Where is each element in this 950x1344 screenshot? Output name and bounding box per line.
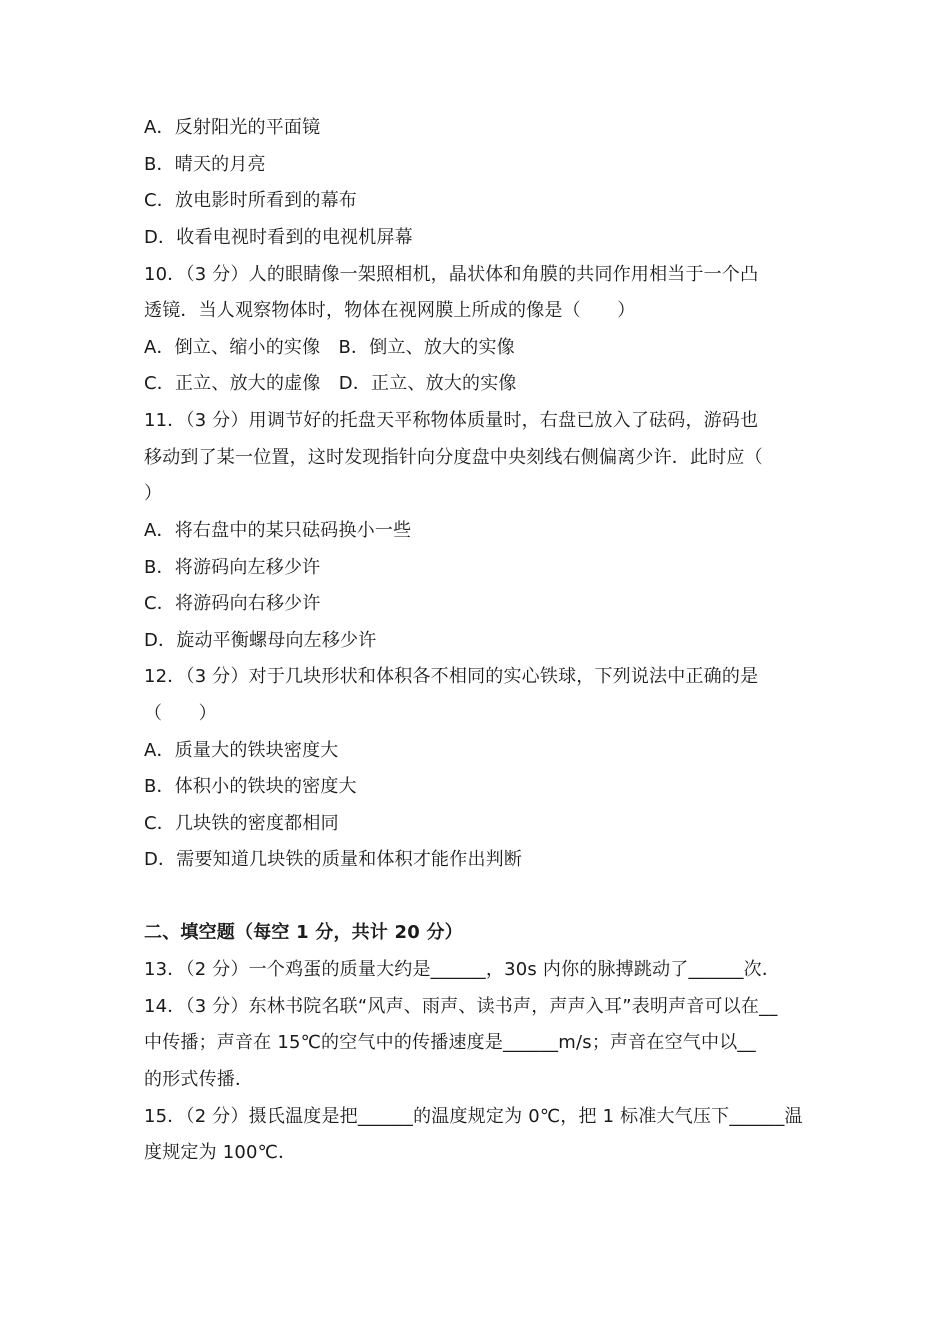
q12-option-c: C．几块铁的密度都相同 (144, 813, 339, 834)
q15-stem-line-1: 15．（2 分）摄氏温度是把______的温度规定为 0℃，把 1 标准大气压下______温 (144, 1106, 803, 1127)
q14-stem-line-3: 的形式传播． (144, 1069, 254, 1090)
q11-option-a: A．将右盘中的某只砝码换小一些 (144, 520, 412, 541)
section-heading: 二、填空题（每空 1 分，共计 20 分） (144, 922, 463, 943)
q9-option-b: B．晴天的月亮 (144, 154, 266, 175)
q10-options-row-2: C．正立、放大的虚像 D．正立、放大的实像 (144, 373, 517, 394)
q12-option-a: A．质量大的铁块密度大 (144, 740, 339, 761)
q11-option-d: D．旋动平衡螺母向左移少许 (144, 630, 377, 651)
q11-option-c: C．将游码向右移少许 (144, 593, 321, 614)
q11-stem-line-3: ） (144, 483, 163, 504)
q10-stem-line-1: 10．（3 分）人的眼睛像一架照相机，晶状体和角膜的共同作用相当于一个凸 (144, 264, 759, 285)
q14-stem-line-1: 14．（3 分）东林书院名联“风声、雨声、读书声，声声入耳”表明声音可以在__ (144, 996, 778, 1017)
q12-option-b: B．体积小的铁块的密度大 (144, 776, 357, 797)
q15-stem-line-2: 度规定为 100℃． (144, 1142, 297, 1163)
q12-stem-line-1: 12．（3 分）对于几块形状和体积各不相同的实心铁球，下列说法中正确的是 (144, 666, 759, 687)
q13-stem-line-1: 13．（2 分）一个鸡蛋的质量大约是______，30s 内你的脉搏跳动了______次． (144, 959, 781, 980)
q9-option-a: A．反射阳光的平面镜 (144, 117, 321, 138)
q11-stem-line-2: 移动到了某一位置，这时发现指针向分度盘中央刻线右侧偏离少许．此时应（ (144, 447, 763, 468)
q9-option-c: C．放电影时所看到的幕布 (144, 190, 357, 211)
q10-stem-line-2: 透镜．当人观察物体时，物体在视网膜上所成的像是（ ） (144, 300, 636, 321)
q14-stem-line-2: 中传播；声音在 15℃的空气中的传播速度是______m/s；声音在空气中以__ (144, 1032, 756, 1053)
q12-stem-line-2: （ ） (144, 703, 217, 724)
q12-option-d: D．需要知道几块铁的质量和体积才能作出判断 (144, 849, 523, 870)
q9-option-d: D．收看电视时看到的电视机屏幕 (144, 227, 413, 248)
q10-options-row-1: A．倒立、缩小的实像 B．倒立、放大的实像 (144, 337, 515, 358)
q11-option-b: B．将游码向左移少许 (144, 557, 321, 578)
q11-stem-line-1: 11．（3 分）用调节好的托盘天平称物体质量时，右盘已放入了砝码，游码也 (144, 410, 759, 431)
